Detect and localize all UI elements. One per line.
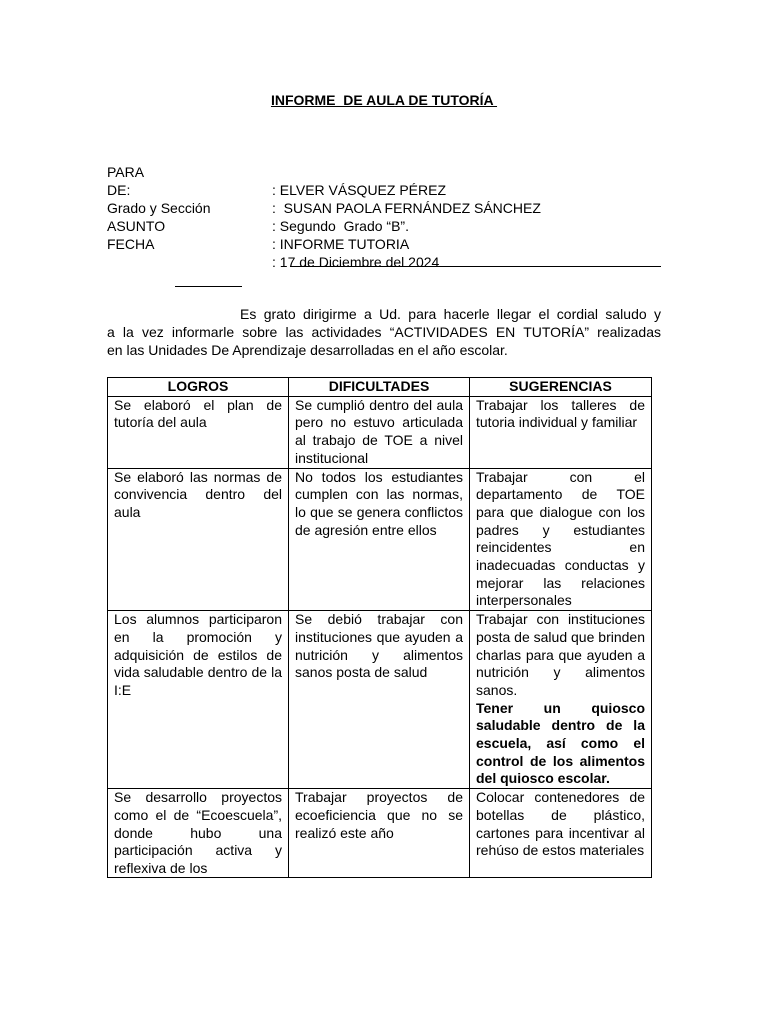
table-row bbox=[108, 789, 652, 878]
meta-label: PARA bbox=[107, 164, 145, 180]
meta-value: : INFORME TUTORIA bbox=[272, 236, 410, 252]
table-row bbox=[108, 611, 652, 789]
meta-value: : SUSAN PAOLA FERNÁNDEZ SÁNCHEZ bbox=[272, 200, 541, 216]
separator-line bbox=[290, 266, 661, 267]
table-row bbox=[108, 396, 652, 468]
intro-line: en las Unidades De Aprendizaje desarrolladas en el año escolar. bbox=[107, 342, 508, 358]
meta-label: FECHA bbox=[107, 236, 155, 252]
cell-logros: Se elaboró el plan de tutoría del aula bbox=[108, 396, 289, 468]
cell-sugerencias bbox=[470, 611, 652, 789]
cell-dificultades: Se cumplió dentro del aula pero no estuvo articulada al trabajo de TOE a nivel institucional bbox=[289, 396, 470, 468]
cell-sugerencias: Trabajar los talleres de tutoria individual y familiar bbox=[470, 396, 652, 468]
tutoria-table bbox=[107, 377, 652, 878]
separator-line-short bbox=[175, 286, 242, 287]
cell-sugerencias: Trabajar con el departamento de TOE para que dialogue con los padres y estudiantes reincidentes en inadecuadas conductas y mejorar las relaciones interpersonales bbox=[470, 468, 652, 611]
suggestion-bold-text: Tener un quiosco saludable dentro de la escuela, así como el control de los alimentos del quiosco escolar. bbox=[476, 699, 645, 787]
meta-label: DE: bbox=[107, 182, 131, 198]
meta-label: Grado y Sección bbox=[107, 200, 211, 216]
cell-logros: Los alumnos participaron en la promoción y adquisición de estilos de vida saludable dentro de la I:E bbox=[108, 611, 289, 789]
header-sugerencias: SUGERENCIAS bbox=[470, 378, 652, 397]
header-dificultades: DIFICULTADES bbox=[289, 378, 470, 397]
intro-line: Es grato dirigirme a Ud. para hacerle llegar el cordial saludo y bbox=[240, 306, 661, 322]
document-title: INFORME DE AULA DE TUTORÍA bbox=[270, 92, 498, 108]
intro-paragraph bbox=[107, 305, 661, 359]
cell-dificultades: Trabajar proyectos de ecoeficiencia que no se realizó este año bbox=[289, 789, 470, 878]
cell-logros: Se elaboró las normas de convivencia dentro del aula bbox=[108, 468, 289, 611]
table-row bbox=[108, 468, 652, 611]
cell-dificultades: No todos los estudiantes cumplen con las normas, lo que se genera conflictos de agresión entre ellos bbox=[289, 468, 470, 611]
cell-logros bbox=[108, 789, 289, 878]
suggestion-text: Trabajar con instituciones posta de salud que brinden charlas para que ayuden a nutrición y alimentos sanos. bbox=[476, 611, 645, 698]
cell-sugerencias: Colocar contenedores de botellas de plástico, cartones para incentivar al rehúso de estos materiales bbox=[470, 789, 652, 878]
intro-line: a la vez informarle sobre las actividades “ACTIVIDADES EN TUTORÍA” realizadas bbox=[107, 324, 661, 340]
meta-value: : ELVER VÁSQUEZ PÉREZ bbox=[272, 182, 447, 198]
header-logros: LOGROS bbox=[108, 378, 289, 397]
meta-value: : Segundo Grado “B”. bbox=[272, 218, 409, 234]
table-header-row bbox=[108, 378, 652, 397]
meta-label: ASUNTO bbox=[107, 218, 166, 234]
cell-dificultades: Se debió trabajar con instituciones que ayuden a nutrición y alimentos sanos posta de salud bbox=[289, 611, 470, 789]
meta-value: : 17 de Diciembre del 2024 bbox=[272, 254, 440, 270]
cell-logros-text: Se desarrollo proyectos como el de “Ecoescuela”, donde hubo una participación activa y reflexiva de los bbox=[114, 789, 282, 876]
